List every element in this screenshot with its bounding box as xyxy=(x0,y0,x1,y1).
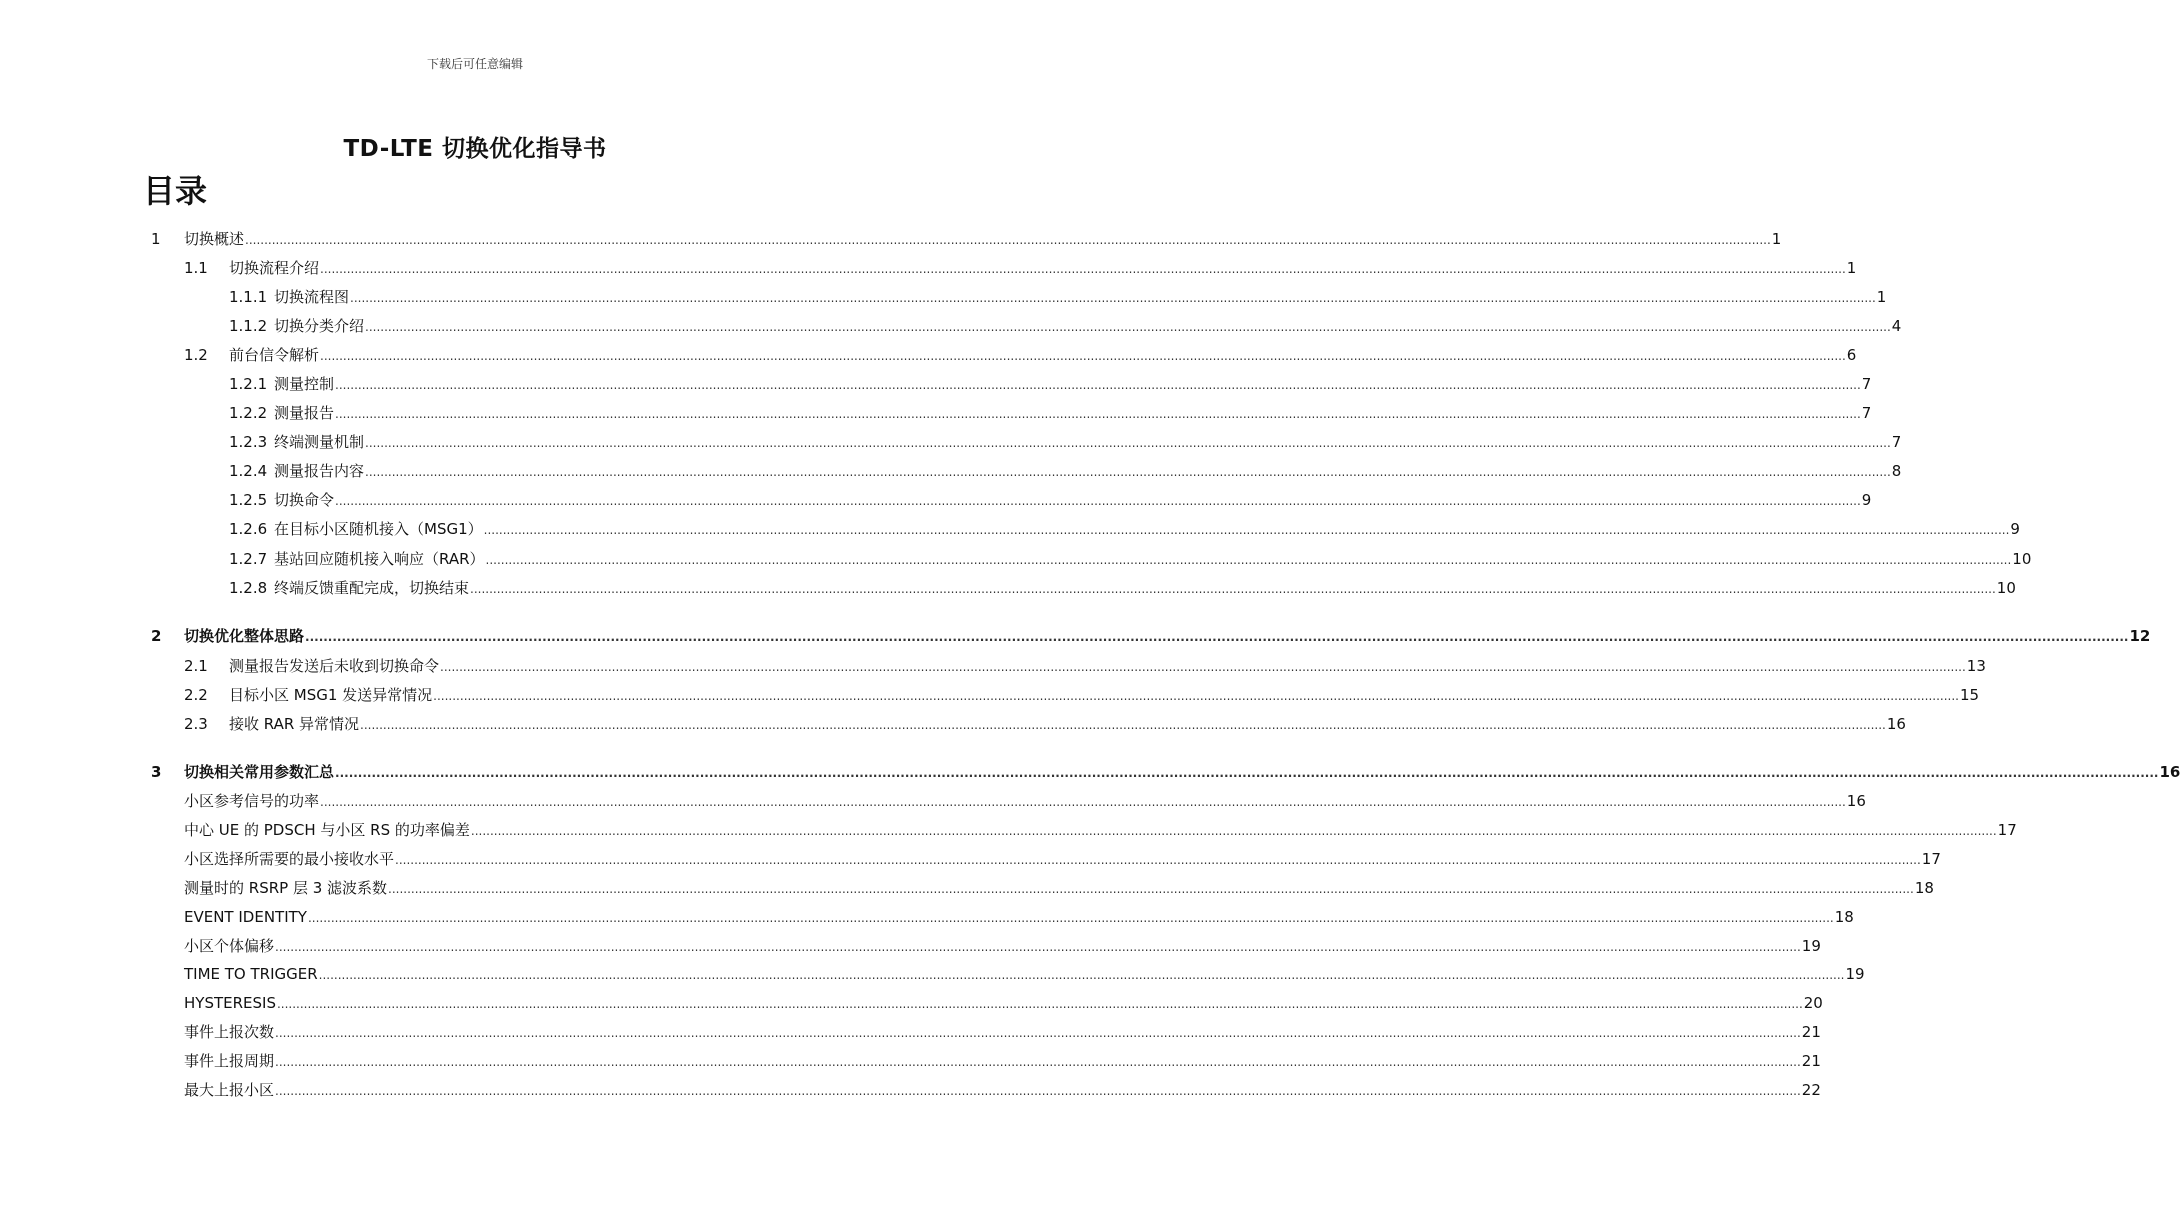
toc-entry-title: 测量控制 xyxy=(274,375,335,393)
toc-dot-leader: ................................................................................................................................................................................................................................................................................................................................................................................................................ xyxy=(365,465,1891,479)
toc-entry-number: 1.2 xyxy=(184,346,208,364)
toc-entry-page-number: 13 xyxy=(1966,657,1986,675)
toc-dot-leader: ................................................................................................................................................................................................................................................................................................................................................................................................................ xyxy=(433,689,1959,703)
toc-entry[interactable] xyxy=(184,684,1980,706)
toc-dot-leader: ................................................................................................................................................................................................................................................................................................................................................................................................................ xyxy=(275,1026,1801,1040)
toc-entry-page-number: 10 xyxy=(1996,579,2016,597)
toc-entry-title: 最大上报小区 xyxy=(184,1081,275,1099)
toc-entry-page-number: 16 xyxy=(1846,792,1866,810)
toc-entry-title: 终端反馈重配完成，切换结束 xyxy=(274,579,470,597)
toc-entry-title: 小区选择所需要的最小接收水平 xyxy=(184,850,395,868)
toc-entry-page-number: 9 xyxy=(1861,491,1872,509)
toc-entry-number: 1.2.3 xyxy=(229,433,268,451)
toc-entry-page-number: 17 xyxy=(1921,850,1941,868)
toc-entry[interactable] xyxy=(184,819,2017,841)
toc-dot-leader: ................................................................................................................................................................................................................................................................................................................................................................................................................ xyxy=(335,766,2159,780)
toc-entry-title: 目标小区 MSG1 发送异常情况 xyxy=(229,686,433,704)
toc-entry-page-number: 18 xyxy=(1914,879,1934,897)
toc-entry-page-number: 21 xyxy=(1801,1052,1821,1070)
toc-dot-leader: ................................................................................................................................................................................................................................................................................................................................................................................................................ xyxy=(395,853,1921,867)
toc-entry[interactable] xyxy=(229,577,2016,599)
toc-entry[interactable] xyxy=(229,489,1872,511)
toc-entry-title: 切换分类介绍 xyxy=(274,317,365,335)
toc-entry-number: 1.2.1 xyxy=(229,375,268,393)
toc-entry-page-number: 18 xyxy=(1834,908,1854,926)
toc-entry-page-number: 4 xyxy=(1891,317,1902,335)
toc-dot-leader: ................................................................................................................................................................................................................................................................................................................................................................................................................ xyxy=(245,233,1771,247)
toc-entry-title: 切换概述 xyxy=(184,230,245,248)
toc-entry[interactable] xyxy=(184,848,1941,870)
toc-entry[interactable] xyxy=(184,713,1906,735)
toc-entry-title: 测量报告发送后未收到切换命令 xyxy=(229,657,440,675)
toc-entry-title: 小区个体偏移 xyxy=(184,937,275,955)
toc-dot-leader: ................................................................................................................................................................................................................................................................................................................................................................................................................ xyxy=(335,378,1861,392)
toc-entry[interactable] xyxy=(229,460,1902,482)
toc-dot-leader: ................................................................................................................................................................................................................................................................................................................................................................................................................ xyxy=(365,436,1891,450)
toc-dot-leader: ................................................................................................................................................................................................................................................................................................................................................................................................................ xyxy=(275,1084,1801,1098)
toc-entry[interactable] xyxy=(184,906,1854,928)
toc-entry-title: 中心 UE 的 PDSCH 与小区 RS 的功率偏差 xyxy=(184,821,470,839)
toc-entry-title: 切换相关常用参数汇总 xyxy=(184,763,335,781)
header-note: 下载后可任意编辑 xyxy=(426,57,523,71)
toc-dot-leader: ................................................................................................................................................................................................................................................................................................................................................................................................................ xyxy=(305,630,2129,644)
toc-entry-page-number: 10 xyxy=(2012,550,2032,568)
toc-entry-page-number: 16 xyxy=(2159,763,2180,781)
toc-entry[interactable] xyxy=(229,286,1887,308)
toc-entry-title: 切换优化整体思路 xyxy=(184,627,305,645)
toc-entry-title: 接收 RAR 异常情况 xyxy=(229,715,360,733)
toc-dot-leader: ................................................................................................................................................................................................................................................................................................................................................................................................................ xyxy=(360,718,1886,732)
toc-entry-number: 1.2.2 xyxy=(229,404,268,422)
toc-entry-number: 1.1.2 xyxy=(229,317,268,335)
toc-entry[interactable] xyxy=(184,963,1865,985)
toc-entry[interactable] xyxy=(184,257,1857,279)
toc-entry-page-number: 19 xyxy=(1845,965,1865,983)
toc-dot-leader: ................................................................................................................................................................................................................................................................................................................................................................................................................ xyxy=(350,291,1876,305)
toc-entry-page-number: 12 xyxy=(2129,627,2151,645)
toc-dot-leader: ................................................................................................................................................................................................................................................................................................................................................................................................................ xyxy=(483,523,2010,537)
toc-entry[interactable] xyxy=(184,877,1934,899)
toc-entry-title: 切换命令 xyxy=(274,491,335,509)
toc-entry[interactable] xyxy=(229,431,1902,453)
toc-dot-leader: ................................................................................................................................................................................................................................................................................................................................................................................................................ xyxy=(318,968,1845,982)
toc-dot-leader: ................................................................................................................................................................................................................................................................................................................................................................................................................ xyxy=(276,997,1803,1011)
toc-entry[interactable] xyxy=(184,1079,1821,1101)
toc-entry-page-number: 1 xyxy=(1846,259,1857,277)
toc-entry-page-number: 15 xyxy=(1959,686,1980,704)
toc-entry-title: 事件上报次数 xyxy=(184,1023,275,1041)
toc-entry[interactable] xyxy=(184,1021,1821,1043)
toc-entry-page-number: 9 xyxy=(2010,520,2020,538)
toc-entry-page-number: 20 xyxy=(1803,994,1823,1012)
toc-dot-leader: ................................................................................................................................................................................................................................................................................................................................................................................................................ xyxy=(275,940,1801,954)
toc-dot-leader: ................................................................................................................................................................................................................................................................................................................................................................................................................ xyxy=(335,494,1861,508)
toc-entry-number: 1.2.8 xyxy=(229,579,268,597)
toc-entry-number: 2.1 xyxy=(184,657,208,675)
toc-entry-number: 1.2.6 xyxy=(229,520,268,538)
toc-entry-number: 2.3 xyxy=(184,715,208,733)
toc-dot-leader: ................................................................................................................................................................................................................................................................................................................................................................................................................ xyxy=(320,795,1846,809)
toc-entry-title: TIME TO TRIGGER xyxy=(184,965,318,983)
toc-heading: 目录 xyxy=(143,172,208,210)
toc-entry[interactable] xyxy=(184,935,1821,957)
toc-dot-leader: ................................................................................................................................................................................................................................................................................................................................................................................................................ xyxy=(275,1055,1801,1069)
toc-entry-title: 在目标小区随机接入（MSG1） xyxy=(274,520,483,538)
toc-entry[interactable] xyxy=(184,790,1866,812)
toc-entry[interactable] xyxy=(151,625,2151,647)
toc-entry-title: 终端测量机制 xyxy=(274,433,365,451)
toc-entry[interactable] xyxy=(184,992,1823,1014)
toc-entry-page-number: 6 xyxy=(1846,346,1857,364)
toc-entry-page-number: 7 xyxy=(1861,404,1872,422)
toc-dot-leader: ................................................................................................................................................................................................................................................................................................................................................................................................................ xyxy=(307,911,1834,925)
toc-dot-leader: ................................................................................................................................................................................................................................................................................................................................................................................................................ xyxy=(470,824,1997,838)
toc-entry-title: 测量报告 xyxy=(274,404,335,422)
toc-dot-leader: ................................................................................................................................................................................................................................................................................................................................................................................................................ xyxy=(365,320,1891,334)
toc-entry[interactable] xyxy=(229,548,2032,570)
toc-entry-title: 测量报告内容 xyxy=(274,462,365,480)
toc-dot-leader: ................................................................................................................................................................................................................................................................................................................................................................................................................ xyxy=(388,882,1914,896)
toc-entry[interactable] xyxy=(184,344,1857,366)
toc-dot-leader: ................................................................................................................................................................................................................................................................................................................................................................................................................ xyxy=(335,407,1861,421)
toc-entry-page-number: 1 xyxy=(1771,230,1782,248)
toc-entry-page-number: 8 xyxy=(1891,462,1902,480)
toc-entry-page-number: 16 xyxy=(1886,715,1906,733)
toc-entry[interactable] xyxy=(229,315,1902,337)
toc-entry-title: 基站回应随机接入响应（RAR） xyxy=(274,550,485,568)
toc-entry-number: 1.2.5 xyxy=(229,491,268,509)
toc-entry[interactable] xyxy=(184,655,1986,677)
toc-dot-leader: ................................................................................................................................................................................................................................................................................................................................................................................................................ xyxy=(485,553,2012,567)
toc-entry-page-number: 19 xyxy=(1801,937,1821,955)
toc-entry-number: 1 xyxy=(151,230,161,248)
toc-entry[interactable] xyxy=(184,1050,1821,1072)
toc-entry-title: HYSTERESIS xyxy=(184,994,276,1012)
toc-entry-title: 事件上报周期 xyxy=(184,1052,275,1070)
toc-entry[interactable] xyxy=(151,761,2180,783)
toc-entry-page-number: 7 xyxy=(1891,433,1902,451)
toc-entry[interactable] xyxy=(229,518,2020,540)
toc-entry-title: 前台信令解析 xyxy=(229,346,320,364)
toc-entry[interactable] xyxy=(229,373,1872,395)
toc-entry-number: 1.2.7 xyxy=(229,550,268,568)
toc-entry-page-number: 17 xyxy=(1997,821,2017,839)
toc-entry-title: 切换流程介绍 xyxy=(229,259,320,277)
toc-entry[interactable] xyxy=(151,228,1782,250)
toc-entry-number: 1.1.1 xyxy=(229,288,268,306)
toc-entry-title: 小区参考信号的功率 xyxy=(184,792,320,810)
toc-entry[interactable] xyxy=(229,402,1872,424)
toc-entry-page-number: 7 xyxy=(1861,375,1872,393)
toc-entry-number: 1.2.4 xyxy=(229,462,268,480)
toc-dot-leader: ................................................................................................................................................................................................................................................................................................................................................................................................................ xyxy=(470,582,1996,596)
toc-entry-page-number: 22 xyxy=(1801,1081,1821,1099)
document-title: TD-LTE 切换优化指导书 xyxy=(343,136,607,162)
toc-entry-title: 测量时的 RSRP 层 3 滤波系数 xyxy=(184,879,388,897)
toc-entry-number: 2 xyxy=(151,627,162,645)
toc-entry-number: 2.2 xyxy=(184,686,208,704)
toc-dot-leader: ................................................................................................................................................................................................................................................................................................................................................................................................................ xyxy=(320,262,1846,276)
toc-entry-number: 1.1 xyxy=(184,259,208,277)
toc-dot-leader: ................................................................................................................................................................................................................................................................................................................................................................................................................ xyxy=(440,660,1966,674)
toc-entry-title: 切换流程图 xyxy=(274,288,350,306)
toc-dot-leader: ................................................................................................................................................................................................................................................................................................................................................................................................................ xyxy=(320,349,1846,363)
toc-entry-page-number: 21 xyxy=(1801,1023,1821,1041)
toc-entry-number: 3 xyxy=(151,763,162,781)
toc-entry-title: EVENT IDENTITY xyxy=(184,908,307,926)
toc-entry-page-number: 1 xyxy=(1876,288,1887,306)
